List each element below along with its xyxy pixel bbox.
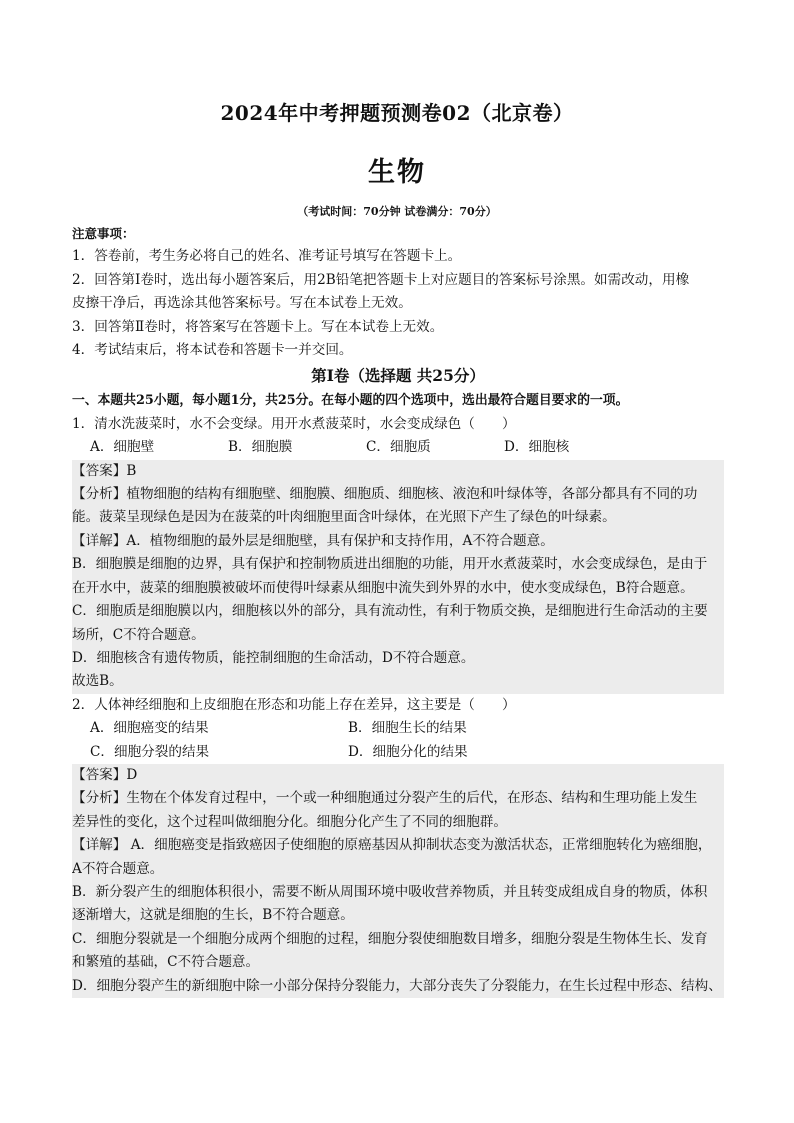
- analysis-line: 【分析】生物在个体发育过程中，一个或一种细胞通过分裂产生的后代，在形态、结构和生理功能上发生: [72, 790, 698, 807]
- detail-line: C．细胞质是细胞膜以内，细胞核以外的部分，具有流动性，有利于物质交换，是细胞进行生命活动的主要: [72, 603, 708, 620]
- analysis-line: 差异性的变化，这个过程叫做细胞分化。细胞分化产生了不同的细胞群。: [72, 813, 507, 830]
- option-b: B．细胞生长的结果: [348, 720, 467, 737]
- notes-line: 1．答卷前，考生务必将自己的姓名、准考证号填写在答题卡上。: [72, 248, 462, 265]
- detail-line: B．新分裂产生的细胞体积很小，需要不断从周围环境中吸收营养物质，并且转变成组成自身的物质，体积: [72, 883, 708, 900]
- option-d: D．细胞分化的结果: [348, 743, 468, 760]
- subject-title: 生物: [368, 157, 426, 188]
- notes-heading: 注意事项：: [72, 226, 135, 241]
- exam-body: [72, 222, 724, 998]
- exam-title: 2024年中考押题预测卷02（北京卷）: [220, 101, 574, 125]
- detail-line: C．细胞分裂就是一个细胞分成两个细胞的过程，细胞分裂使细胞数目增多，细胞分裂是生物体生长、发育: [72, 930, 708, 947]
- notes-line: 3．回答第Ⅱ卷时，将答案写在答题卡上。写在本试卷上无效。: [72, 318, 444, 335]
- question-1-stem: 1．清水洗菠菜时，水不会变绿。用开水煮菠菜时，水会变成绿色（ ）: [72, 415, 516, 432]
- answer: 【答案】B: [72, 462, 137, 479]
- option-c: C．细胞分裂的结果: [90, 743, 210, 760]
- option-b: B．细胞膜: [228, 439, 293, 456]
- notes-line: 2．回答第Ⅰ卷时，选出每小题答案后，用2B铅笔把答题卡上对应题目的答案标号涂黑。如需改动，用橡: [72, 271, 690, 288]
- option-d: D．细胞核: [504, 439, 570, 456]
- question-1-solution: [72, 460, 724, 694]
- section-title: 第Ⅰ卷（选择题 共25分）: [311, 366, 485, 386]
- analysis-line: 【分析】植物细胞的结构有细胞壁、细胞膜、细胞质、细胞核、液泡和叶绿体等，各部分都具有不同的功: [72, 486, 698, 503]
- exam-info: （考试时间：70分钟 试卷满分：70分）: [297, 205, 497, 218]
- question-2-solution: [72, 764, 724, 998]
- detail-line: 故选B。: [72, 673, 123, 690]
- option-a: A．细胞壁: [90, 439, 155, 456]
- option-a: A．细胞癌变的结果: [90, 720, 209, 737]
- notes-line: 皮擦干净后，再选涂其他答案标号。写在本试卷上无效。: [72, 295, 412, 312]
- option-c: C．细胞质: [366, 439, 431, 456]
- detail-line: 场所，C不符合题意。: [72, 626, 205, 643]
- detail-line: B．细胞膜是细胞的边界，具有保护和控制物质进出细胞的功能，用开水煮菠菜时，水会变成绿色，是由于: [72, 556, 708, 573]
- detail-line: D．细胞核含有遗传物质，能控制细胞的生命活动，D不符合题意。: [72, 649, 475, 666]
- question-2-options-row2: [72, 741, 724, 764]
- detail-line: 【详解】A．植物细胞的最外层是细胞壁，具有保护和支持作用，A不符合题意。: [72, 532, 554, 549]
- detail-line: D．细胞分裂产生的新细胞中除一小部分保持分裂能力，大部分丧失了分裂能力，在生长过程中形态、结构、: [72, 977, 722, 994]
- section-instruction: 一、本题共25小题，每小题1分，共25分。在每小题的四个选项中，选出最符合题目要求的一项。: [72, 393, 629, 409]
- detail-line: 【详解】 A．细胞癌变是指致癌因子使细胞的原癌基因从抑制状态变为激活状态，正常细胞转化为癌细胞，: [72, 837, 712, 854]
- detail-line: 逐渐增大，这就是细胞的生长，B不符合题意。: [72, 907, 354, 924]
- detail-line: A不符合题意。: [72, 860, 164, 877]
- question-2-stem: 2．人体神经细胞和上皮细胞在形态和功能上存在差异，这主要是（ ）: [72, 696, 516, 713]
- detail-line: 和繁殖的基础，C不符合题意。: [72, 954, 260, 971]
- answer: 【答案】D: [72, 766, 138, 783]
- analysis-line: 能。菠菜呈现绿色是因为在菠菜的叶肉细胞里面含叶绿体，在光照下产生了绿色的叶绿素。: [72, 509, 616, 526]
- detail-line: 在开水中，菠菜的细胞膜被破坏而使得叶绿素从细胞中流失到外界的水中，使水变成绿色，B符合题意。: [72, 579, 694, 596]
- notes-line: 4．考试结束后，将本试卷和答题卡一并交回。: [72, 342, 353, 359]
- question-1-options: [72, 436, 724, 459]
- question-2-options-row1: [72, 717, 724, 740]
